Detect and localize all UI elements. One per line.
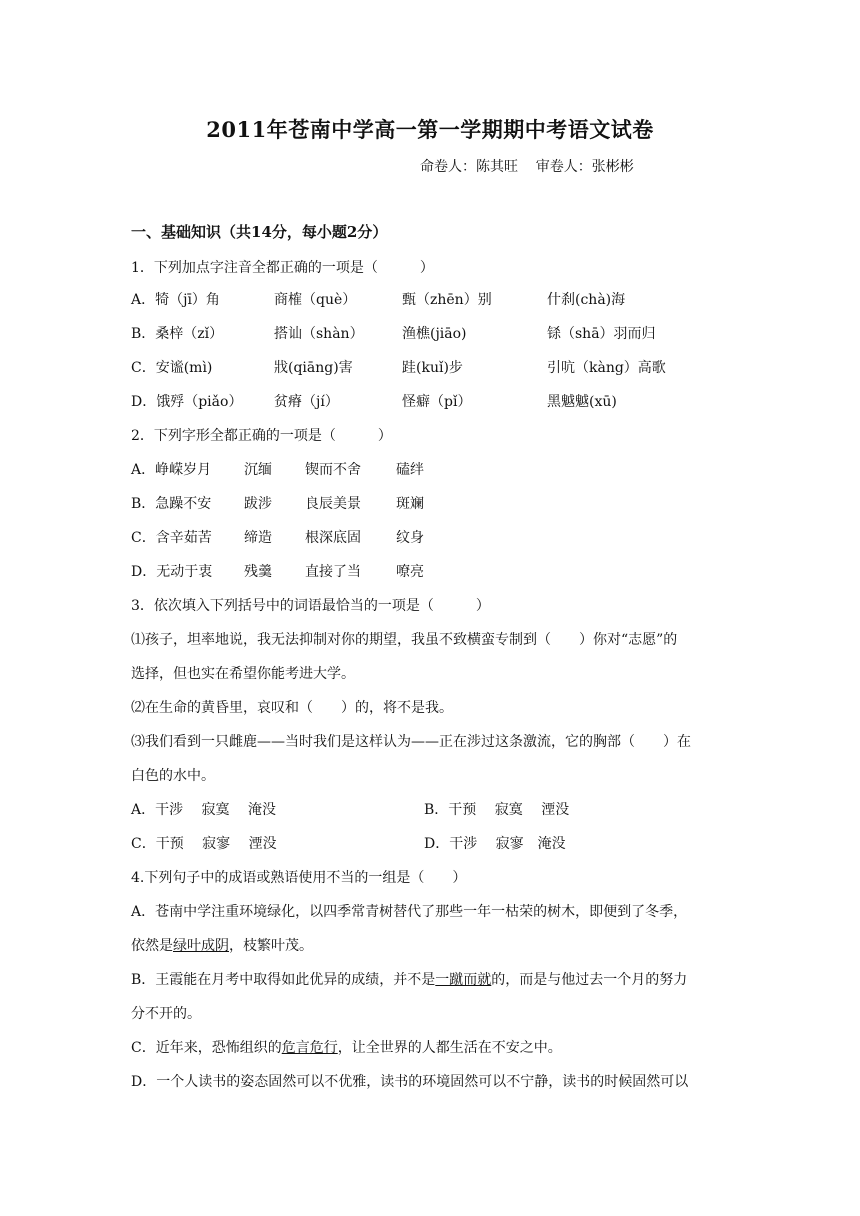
question-4-stem: 4.下列句子中的成语或熟语使用不当的一组是（ ） [131, 870, 467, 886]
q3-sentence-2: ⑵在生命的黄昏里，哀叹和（ ）的，将不是我。 [131, 700, 453, 716]
q2-option-cell: 残羹 [244, 564, 272, 580]
q4-option-d-line1: D．一个人读书的姿态固然可以不优雅，读书的环境固然可以不宁静，读书的时候固然可以 [131, 1074, 689, 1090]
q1-option-cell: 甄（zhēn）别 [402, 292, 492, 308]
q3-option-a: A．干涉 寂寞 淹没 [131, 802, 277, 818]
q1-option-cell: 商榷（què） [274, 292, 357, 308]
q1-option-cell: 怪癖（pǐ） [402, 394, 472, 410]
q2-option-cell: 磕绊 [396, 462, 424, 478]
q2-option-cell: 跋涉 [244, 496, 272, 512]
q1-option-cell: 黑魆魆(xū) [547, 394, 617, 410]
q3-sentence-3a: ⑶我们看到一只雌鹿——当时我们是这样认为——正在涉过这条激流，它的胸部（ ）在 [131, 734, 691, 750]
authors-line: 命卷人：陈其旺 审卷人：张彬彬 [420, 159, 634, 175]
q4-option-c [131, 1038, 562, 1058]
q1-option-cell: 铩（shā）羽而归 [547, 326, 656, 342]
question-1-stem: 1．下列加点字注音全都正确的一项是（ ） [131, 260, 434, 276]
q4-text: ，让全世界的人都生活在不安之中。 [337, 1040, 562, 1056]
q3-option-c: C．干预 寂寥 湮没 [131, 836, 277, 852]
q4-underlined-idiom: 绿叶成阴 [173, 938, 229, 954]
q2-option-cell: C．含辛茹苦 [131, 530, 212, 546]
q2-option-cell: D．无动于衷 [131, 564, 213, 580]
section-heading: 一、基础知识（共14分，每小题2分） [131, 223, 388, 241]
q4-underlined-idiom: 危言危行 [281, 1040, 338, 1056]
q4-underlined-idiom: 一蹴而就 [435, 972, 492, 988]
q1-option-cell: 跬(kuǐ)步 [402, 360, 463, 376]
q1-option-cell: 搭讪（shàn） [274, 326, 364, 342]
q4-text: C．近年来，恐怖组织的 [131, 1040, 282, 1056]
q2-option-cell: 良辰美景 [305, 496, 361, 512]
q3-sentence-1a: ⑴孩子，坦率地说，我无法抑制对你的期望，我虽不致横蛮专制到（ ）你对“志愿”的 [131, 632, 678, 648]
exam-title: 2011年苍南中学高一第一学期期中考语文试卷 [206, 117, 654, 142]
q4-option-b-line2: 分不开的。 [131, 1006, 201, 1022]
q2-option-cell: 根深底固 [305, 530, 361, 546]
q2-option-cell: B．急躁不安 [131, 496, 212, 512]
q2-option-cell: 斑斓 [396, 496, 424, 512]
q4-text: 的，而是与他过去一个月的努力 [491, 972, 688, 988]
q4-option-b-line1 [131, 970, 687, 990]
q1-option-cell: A．犄（jī）角 [131, 292, 220, 308]
q1-option-cell: 引吭（kàng）高歌 [547, 360, 666, 376]
q3-option-d: D．干涉 寂寥 淹没 [424, 836, 566, 852]
q1-option-cell: B．桑梓（zǐ） [131, 326, 224, 342]
q3-option-b: B．干预 寂寞 湮没 [424, 802, 570, 818]
q1-option-cell: 渔樵(jiāo) [402, 326, 467, 342]
q1-option-cell: 贫瘠（jí） [274, 394, 339, 410]
q1-option-cell: C．安谧(mì) [131, 360, 213, 376]
q4-text: ，枝繁叶茂。 [229, 938, 313, 954]
q4-option-a-line1: A．苍南中学注重环境绿化，以四季常青树替代了那些一年一枯荣的树木，即便到了冬季， [131, 904, 688, 920]
q2-option-cell: 嘹亮 [396, 564, 424, 580]
q1-option-cell: 什刹(chà)海 [547, 292, 626, 308]
q4-text: 依然是 [131, 938, 173, 954]
q2-option-cell: 缔造 [244, 530, 272, 546]
q1-option-cell: 戕(qiāng)害 [274, 360, 353, 376]
q2-option-cell: 纹身 [396, 530, 424, 546]
question-3-stem: 3．依次填入下列括号中的词语最恰当的一项是（ ） [131, 598, 490, 614]
question-2-stem: 2．下列字形全都正确的一项是（ ） [131, 428, 392, 444]
q4-option-a-line2 [131, 936, 313, 956]
q2-option-cell: A．峥嵘岁月 [131, 462, 212, 478]
q2-option-cell: 直接了当 [305, 564, 361, 580]
q4-text: B．王霞能在月考中取得如此优异的成绩，并不是 [131, 972, 436, 988]
q3-sentence-3b: 白色的水中。 [131, 768, 215, 784]
q3-sentence-1b: 选择，但也实在希望你能考进大学。 [131, 666, 355, 682]
q1-option-cell: D．饿殍（piǎo） [131, 394, 243, 410]
q2-option-cell: 锲而不舍 [305, 462, 361, 478]
q2-option-cell: 沉缅 [244, 462, 272, 478]
